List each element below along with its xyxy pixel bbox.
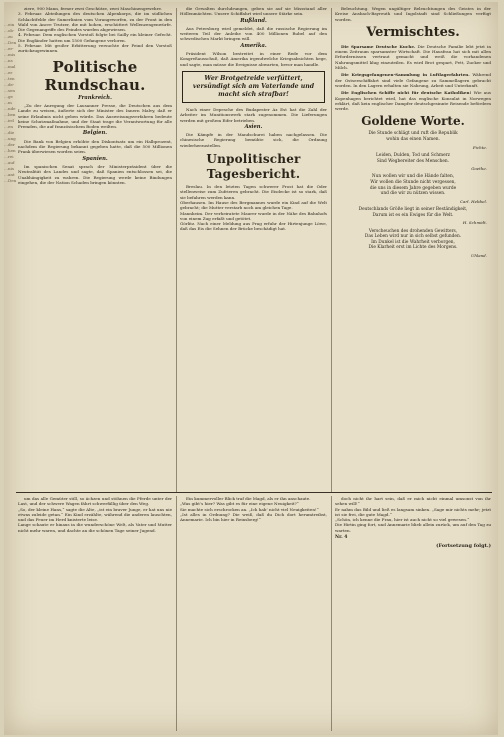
section-spanien: Spanien.: [82, 155, 108, 162]
section-asien: Asien.: [244, 123, 263, 130]
story-text: doch nicht ihr hart sein, daß er mich nicht einmal umsonst von ihr sehen will!“ Er nahm das Bild und ließ es langsam sinken. „Sage mir nichts mehr; jetzt ist sie frei, die gute Magd.“ „Schön, ich kenne die Frau, hier ist auch nicht so viel gewesen.“ Die Hirtin ging fort, und Annemarie blieb allein zurück, um auf den Tag zu warten.: [335, 496, 491, 533]
headline-vermischtes: Vermischtes.: [366, 24, 460, 40]
article-text: die Gewalten durchdrungen, geben sie auf sie Missstand aller Höllenmächten. Unsere Schiffahrt wird unsere Stärke sein.: [180, 6, 327, 17]
quote-verse: Die Stunde schlägt und ruft die Republik wohin das einen Namen.: [368, 131, 458, 143]
column-rule: [331, 496, 332, 731]
article-text: [335, 90, 491, 111]
column-rule: [176, 496, 177, 731]
quote-author: Uhland.: [470, 252, 487, 258]
section-belgien: Belgien.: [82, 130, 108, 137]
section-divider: [16, 492, 492, 493]
quote-verse: Verscheuchen des drohenden Gewitters, Das Leben wird nur in sich selbst gefunden. Im Dunkel ist die Wahrheit verborgen, Die Klarheit erst im Lichte des Morgens.: [364, 228, 462, 251]
subhead: Die Kriegsgefangenen-Sammlung in Luftlagerfahrten.: [341, 72, 470, 78]
article-text: [335, 44, 491, 70]
section-frankreich: Frankreich.: [78, 94, 112, 101]
quote-verse: Deutschlands Größe liegt in seiner Beständigkeit, Darum ist es ein Ewiges für die Welt.: [358, 207, 468, 218]
quote-author: Fichte.: [472, 144, 487, 150]
quote-verse: Leiden, Dulden, Tod und Schmerz Sind Wegbereiter des Menschen.: [376, 152, 450, 164]
article-text: Im spanischen Senat sprach der Ministerpräsident über die Neutralität des Landes und sagte, daß Spanien entschlossen sei, die Unabhängigkeit zu wahren. Die Regierung werde keine Bindungen eingehen, die der Nation Schaden bringen könnten.: [18, 163, 172, 185]
section-amerika: Amerika.: [240, 42, 267, 49]
column-3: [335, 6, 491, 486]
column-rule: [176, 8, 177, 493]
continued-note: (Fortsetzung folgt.): [436, 543, 491, 550]
article-text: [335, 72, 491, 88]
quote-author: Carl. Hebbel.: [459, 198, 487, 204]
article-text: Nach einer Depesche des Budapester Az Est hat die Zahl der Arbeiter im Munitionswerk stark zugenommen. Die Lieferungen werden mit großem Eifer betrieben.: [180, 106, 327, 123]
story-text: um das alle Gemüter still, so ächzen und stöhnen die Pferde unter der Last, und der schwere Wagen fährt schwerfällig über den Weg. „So, der kleine Hans,“ sagte die Alte, „ist ein braver Junge, er hat uns nie etwas zuleide getan.“ Ein Kind erzählte, während die anderen lauschten, und das Feuer im Herd knisterte leise. Lange schaute er hinaus in die wunderschöne Welt, als Vater und Mutter nicht mehr waren, und dachte an die schönen Tage seiner Jugend.: [18, 496, 172, 533]
column-1: [18, 6, 172, 486]
article-text: ziere, 900 Mann, ferner zwei Geschütze, zwei Maschinengewehre. 3. Februar. Abteilungen des deutschen Alpenkorps, die im südlichen Schlachtfelde der Sumerlinien vom Vorangeworfen, zu der Front in den Wald von Ancre Trutzer, die mit hohen, erschüttert Wellenzengenwürfe. Die Gegenangriffe des Feindes wurden abgewiesen. 4. Februar. Dem englischen Vorstoß folgte bei Sailly ein kleiner Gefecht. Die Engländer hatten um 1500 Gefangene verloren. 5. Februar. Mit großer Erbitterung versuchte der Feind den Vorstoß zurückzugewinnen.: [18, 6, 172, 54]
feuilleton-column-2: [180, 496, 327, 732]
quote-verse: Nun wollen wir und die Hände falten, Wir wollen die Stunde nicht vergessen, die uns in diesem Jahre gegeben wurde und die wir zu nützen wissen.: [369, 174, 457, 197]
article-text: „Zu der Anregung der Lausanner Presse, die Deutschen aus dem Lande zu weisen, äußerte sich der Minister des Innern Malvy, daß er seine Erlaubnis nicht geben würde. Das Ausweisungsverfahren bedeute keine Schutzmaßnahme, und der Staat trage die Verantwortung für alle Fremden, die auf französischem Boden weilten.: [18, 102, 172, 130]
article-text: Breslau. In den letzten Tagen schwerer Frost hat die Oder stellenweise zum Zufrieren gebracht. Die Eisdecke ist so stark, daß sie befahren werden kann. Oberhausen. Im Hause des Bergmannes wurde ein Kind auf die Welt gebracht; die Mutter verstarb noch am gleichen Tage. Mannheim. Der verheiratete Maurer wurde in der Nähe des Bahnhofs von einem Zug erfaßt und getötet. Görlitz. Nach einer Meldung aus Prag erfuhr der Hirtenjunge Löwe, daß das Eis die Sehnen der Brücke beschädigt hat.: [180, 184, 327, 232]
headline-politische-rundschau: Politische Rundschau.: [44, 57, 146, 94]
feuilleton-column-1: [18, 496, 172, 732]
adjacent-page-fragment: …ein …ob- …zu …Den …er- …mis …ns …mal …er …ten …de- …sen …ge …m …nde …ben …ird …en …die …ung …der …hen …rei …auf …nis …ant …Den: [4, 22, 17, 183]
feuilleton-column-3: [335, 496, 491, 732]
section-russland: Rußland.: [240, 17, 267, 24]
boxed-notice: Wer Brotgetreide verfüttert, versündigt sich am Vaterlande und macht sich strafbar!: [182, 71, 325, 103]
quote-author: Goethe.: [471, 166, 487, 172]
article-text: Präsident Wilson bestreitet in einer Rede vor dem Kongreßausschuß, daß Amerika irgendwelche Kriegsabsichten hege, und sagte, man müsse die Ereignisse abwarten, bevor man handle.: [180, 51, 327, 67]
page-number: Nr. 4: [335, 535, 348, 541]
quote-author: H. Schmidt.: [462, 220, 487, 226]
article-body: Die Deutsche Familie lebt jetzt in einem Zeitraum sparsamster Wirtschaft. Die Hausfrau hat sich mit allen Erfordernissen vertraut gemacht und weiß die vorhandenen Nahrungsmittel klug einzuteilen. Es wird Brot gespart, Fett, Zucker und Milch.: [335, 43, 491, 71]
newspaper-page: [4, 2, 498, 735]
article-text: Beleuchtung. Wegen ungültiger Beleuchtungen des Geistes in der Kreise Ansbach-Bayreuth und Ingolstadt sind Schließungen verfügt worden.: [335, 6, 491, 22]
story-text: Ein kummervoller Blick traf die Magd, als er ihn anschaute. „Was gibt’s hier? Was gibt es für eine eigene Neuigkeit?“ Sie machte sich erschrocken an. „Ich hab’ nicht viel Neuigkeiten!“ „Ist alles in Ordnung? Die weiß, daß du Dich dort herumtreibst, Annemarie. Ich bin hier in Reinsberg!“: [180, 496, 327, 523]
subhead: Die Englischen Schiffe nicht für deutsche Katholiken!: [341, 90, 472, 96]
article-text: Die Bank von Belgien erhöhte den Diskontsatz um ein Halbprozent, nachdem die Regierung bekannt gegeben hatte, daß die 500 Millionen Frank überwiesen worden seien.: [18, 138, 172, 155]
article-body: Während der Ostseeschiffahrt sind viele Gefangene zu Sammellagern gebracht worden. In den Lagern erhalten sie Nahrung, Arbeit und Unterkunft.: [335, 72, 491, 88]
article-text: Aus Petersburg wird gemeldet, daß die russische Regierung im weiteren Teil der Anleihe von 400 Millionen Rubel auf den schwedischen Markt bringen will.: [180, 25, 327, 42]
column-rule: [331, 8, 332, 493]
headline-unpolitischer-tagesbericht: Unpolitischer Tagesbericht.: [206, 152, 301, 182]
headline-goldene-worte: Goldene Worte.: [361, 114, 465, 129]
column-2: [180, 6, 327, 486]
article-body: Wie aus Kopenhagen berichtet wird, hat das englische Konsulat in Norwegen erklärt, daß kein englischer Dampfer deutschgesinnte Reisende befördern werde.: [335, 90, 491, 112]
subhead: Die Sparsame Deutsche Kuche.: [341, 43, 416, 49]
article-text: Die Kämpfe in der Mandschurei haben nachgelassen. Die chinesische Regierung bemühte sich, die Ordnung wiederherzustellen.: [180, 132, 327, 148]
